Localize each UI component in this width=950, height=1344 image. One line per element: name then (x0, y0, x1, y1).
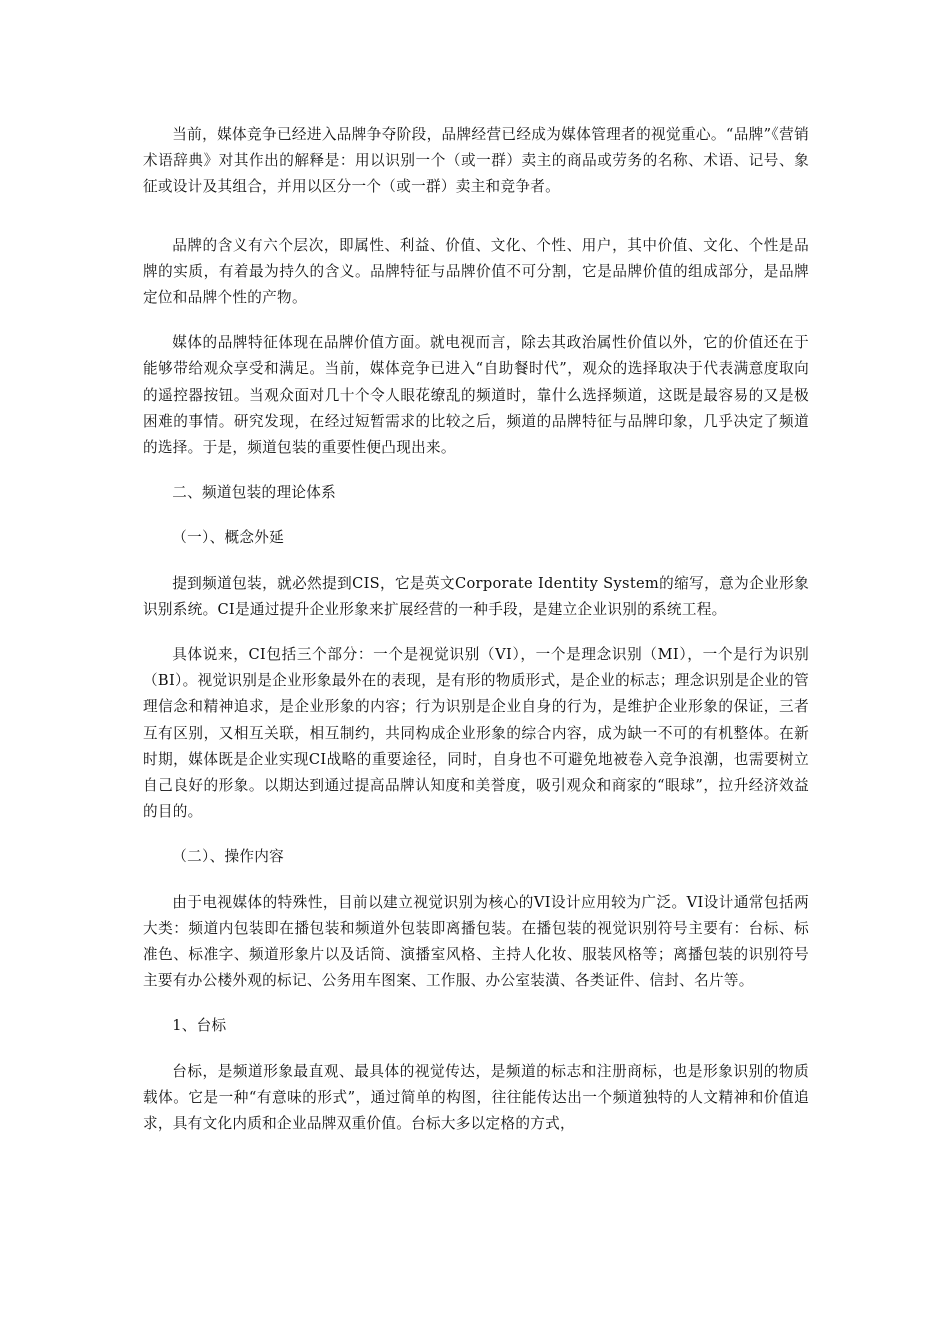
subsection-heading-concept: （一）、概念外延 (172, 529, 285, 547)
paragraph-brand-competition: 当前，媒体竞争已经进入品牌争夺阶段，品牌经营已经成为媒体管理者的视觉重心。“品牌”《营销术语辞典》对其作出的解释是：用以识别一个（或一群）卖主的商品或劳务的名称、术语、记号、象征或设计及其组合，并用以区分一个（或一群）卖主和竞争者。 (143, 126, 809, 196)
paragraph-brand-meaning: 品牌的含义有六个层次，即属性、利益、价值、文化、个性、用户，其中价值、文化、个性是品牌的实质，有着最为持久的含义。品牌特征与品牌价值不可分割，它是品牌价值的组成部分，是品牌定位和品牌个性的产物。 (143, 236, 809, 307)
subsection-heading-operation: （二）、操作内容 (172, 848, 285, 866)
paragraph-vi-design: 由于电视媒体的特殊性，目前以建立视觉识别为核心的VI设计应用较为广泛。VI设计通常包括两大类：频道内包装即在播包装和频道外包装即离播包装。在播包装的视觉识别符号主要有：台标、标准色、标准字、频道形象片以及话筒、演播室风格、主持人化妆、服装风格等；离播包装的识别符号主要有办公楼外观的标记、公务用车图案、工作服、办公室装潢、各类证件、信封、名片等。 (143, 893, 809, 990)
paragraph-station-logo: 台标，是频道形象最直观、最具体的视觉传达，是频道的标志和注册商标，也是形象识别的物质载体。它是一种“有意味的形式”，通过简单的构图，往往能传达出一个频道独特的人文精神和价值追求，具有文化内质和企业品牌双重价值。台标大多以定格的方式， (143, 1062, 809, 1133)
paragraph-cis-definition: 提到频道包装，就必然提到CIS，它是英文Corporate Identity System的缩写，意为企业形象识别系统。CI是通过提升企业形象来扩展经营的一种手段，是建立企业识别的系统工程。 (143, 574, 809, 618)
section-heading-theory-system: 二、频道包装的理论体系 (172, 484, 337, 502)
paragraph-ci-three-parts: 具体说来，CI包括三个部分：一个是视觉识别（VI），一个是理念识别（MI），一个是行为识别（BI）。视觉识别是企业形象最外在的表现，是有形的物质形式，是企业的标志；理念识别是企业的管理信念和精神追求，是企业形象的内容；行为识别是企业自身的行为，是维护企业形象的保证，三者互有区别，又相互关联，相互制约，共同构成企业形象的综合内容，成为缺一不可的有机整体。在新时期，媒体既是企业实现CI战略的重要途径，同时，自身也不可避免地被卷入竞争浪潮，也需要树立自己良好的形象。以期达到通过提高品牌认知度和美誉度，吸引观众和商家的“眼球”，拉升经济效益的目的。 (143, 646, 809, 821)
paragraph-media-brand-features: 媒体的品牌特征体现在品牌价值方面。就电视而言，除去其政治属性价值以外，它的价值还在于能够带给观众享受和满足。当前，媒体竞争已进入“自助餐时代”，观众的选择取决于代表满意度取向的遥控器按钮。当观众面对几十个令人眼花缭乱的频道时，靠什么选择频道，这既是最容易的又是极困难的事情。研究发现，在经过短暂需求的比较之后，频道的品牌特征与品牌印象，几乎决定了频道的选择。于是，频道包装的重要性便凸现出来。 (143, 334, 809, 457)
item-heading-station-logo: 1、台标 (172, 1017, 227, 1035)
document-body (143, 122, 809, 1137)
